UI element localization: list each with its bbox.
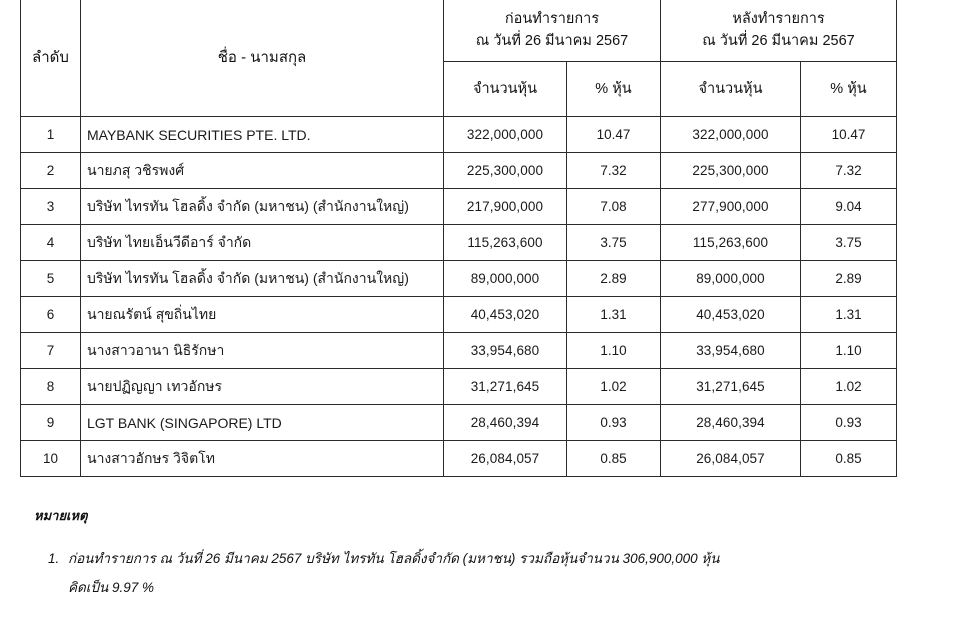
group-after-date: ณ วันที่ 26 มีนาคม 2567 (702, 33, 855, 49)
header-row-top (21, 0, 897, 62)
cell-after-shares: 322,000,000 (661, 117, 801, 153)
column-header-after-shares: จำนวนหุ้น (661, 62, 801, 117)
cell-before-shares: 31,271,645 (444, 369, 567, 405)
cell-before-shares: 89,000,000 (444, 261, 567, 297)
table-row (21, 297, 897, 333)
cell-name: LGT BANK (SINGAPORE) LTD (81, 405, 444, 441)
cell-after-shares: 26,084,057 (661, 441, 801, 477)
cell-no: 4 (21, 225, 81, 261)
cell-before-percent: 1.02 (567, 369, 661, 405)
note-line: ก่อนทำรายการ ณ วันที่ 26 มีนาคม 2567 บริษัท ไทรทัน โฮลดิ้งจำกัด (มหาชน) รวมถือหุ้นจำนวน 306,900,000 หุ้น (68, 551, 720, 566)
table-row (21, 117, 897, 153)
table-body (21, 117, 897, 477)
cell-before-percent: 7.08 (567, 189, 661, 225)
cell-after-shares: 28,460,394 (661, 405, 801, 441)
cell-no: 8 (21, 369, 81, 405)
cell-name: นายปฏิญญา เทวอักษร (81, 369, 444, 405)
cell-before-percent: 0.93 (567, 405, 661, 441)
cell-before-shares: 40,453,020 (444, 297, 567, 333)
cell-name: นางสาวอักษร วิจิตโท (81, 441, 444, 477)
cell-name: บริษัท ไทรทัน โฮลดิ้ง จำกัด (มหาชน) (สำนักงานใหญ่) (81, 261, 444, 297)
cell-after-percent: 1.02 (801, 369, 897, 405)
cell-before-percent: 1.31 (567, 297, 661, 333)
cell-before-shares: 26,084,057 (444, 441, 567, 477)
cell-before-shares: 33,954,680 (444, 333, 567, 369)
cell-no: 10 (21, 441, 81, 477)
cell-no: 1 (21, 117, 81, 153)
column-header-no: ลำดับ (21, 0, 81, 117)
column-header-before-percent: % หุ้น (567, 62, 661, 117)
notes-list (34, 544, 924, 602)
cell-before-shares: 225,300,000 (444, 153, 567, 189)
table-row (21, 153, 897, 189)
cell-no: 6 (21, 297, 81, 333)
cell-before-shares: 115,263,600 (444, 225, 567, 261)
cell-before-percent: 1.10 (567, 333, 661, 369)
cell-after-shares: 89,000,000 (661, 261, 801, 297)
cell-after-percent: 3.75 (801, 225, 897, 261)
cell-after-percent: 7.32 (801, 153, 897, 189)
notes-section (34, 505, 924, 602)
table-row (21, 225, 897, 261)
cell-no: 9 (21, 405, 81, 441)
cell-after-percent: 1.10 (801, 333, 897, 369)
cell-after-shares: 225,300,000 (661, 153, 801, 189)
cell-after-percent: 0.93 (801, 405, 897, 441)
cell-no: 2 (21, 153, 81, 189)
table-row (21, 441, 897, 477)
table-row (21, 369, 897, 405)
cell-after-percent: 10.47 (801, 117, 897, 153)
cell-after-shares: 33,954,680 (661, 333, 801, 369)
group-before-date: ณ วันที่ 26 มีนาคม 2567 (475, 33, 629, 49)
cell-before-percent: 10.47 (567, 117, 661, 153)
cell-after-percent: 1.31 (801, 297, 897, 333)
cell-after-shares: 277,900,000 (661, 189, 801, 225)
cell-after-shares: 115,263,600 (661, 225, 801, 261)
cell-before-percent: 7.32 (567, 153, 661, 189)
cell-after-percent: 2.89 (801, 261, 897, 297)
table-row (21, 405, 897, 441)
cell-no: 7 (21, 333, 81, 369)
table-header (21, 0, 897, 117)
group-before-title: ก่อนทำรายการ (504, 10, 600, 27)
column-header-before-shares: จำนวนหุ้น (444, 62, 567, 117)
cell-before-shares: 217,900,000 (444, 189, 567, 225)
column-header-after-percent: % หุ้น (801, 62, 897, 117)
note-body (68, 544, 858, 602)
table-row (21, 189, 897, 225)
notes-title: หมายเหตุ (34, 508, 88, 523)
cell-name: นายณรัตน์ สุขถิ่นไทย (81, 297, 444, 333)
cell-before-percent: 3.75 (567, 225, 661, 261)
cell-name: นางสาวอานา นิธิรักษา (81, 333, 444, 369)
cell-no: 3 (21, 189, 81, 225)
cell-before-shares: 322,000,000 (444, 117, 567, 153)
cell-name: นายภสุ วชิรพงศ์ (81, 153, 444, 189)
cell-before-shares: 28,460,394 (444, 405, 567, 441)
cell-after-percent: 9.04 (801, 189, 897, 225)
shareholder-table (20, 0, 897, 477)
cell-after-shares: 31,271,645 (661, 369, 801, 405)
table-row (21, 261, 897, 297)
cell-before-percent: 0.85 (567, 441, 661, 477)
note-marker: 1. (48, 551, 60, 566)
cell-after-percent: 0.85 (801, 441, 897, 477)
note-line: คิดเป็น 9.97 % (68, 580, 154, 596)
column-header-group-before (444, 0, 661, 62)
group-after-title: หลังทำรายการ (732, 10, 825, 27)
cell-after-shares: 40,453,020 (661, 297, 801, 333)
cell-name: บริษัท ไทยเอ็นวีดีอาร์ จำกัด (81, 225, 444, 261)
shareholder-table-container (20, 0, 896, 477)
column-header-group-after (661, 0, 897, 62)
cell-no: 5 (21, 261, 81, 297)
cell-before-percent: 2.89 (567, 261, 661, 297)
column-header-name: ชื่อ - นามสกุล (81, 0, 444, 117)
note-item (34, 544, 924, 602)
table-row (21, 333, 897, 369)
cell-name: บริษัท ไทรทัน โฮลดิ้ง จำกัด (มหาชน) (สำนักงานใหญ่) (81, 189, 444, 225)
cell-name: MAYBANK SECURITIES PTE. LTD. (81, 117, 444, 153)
